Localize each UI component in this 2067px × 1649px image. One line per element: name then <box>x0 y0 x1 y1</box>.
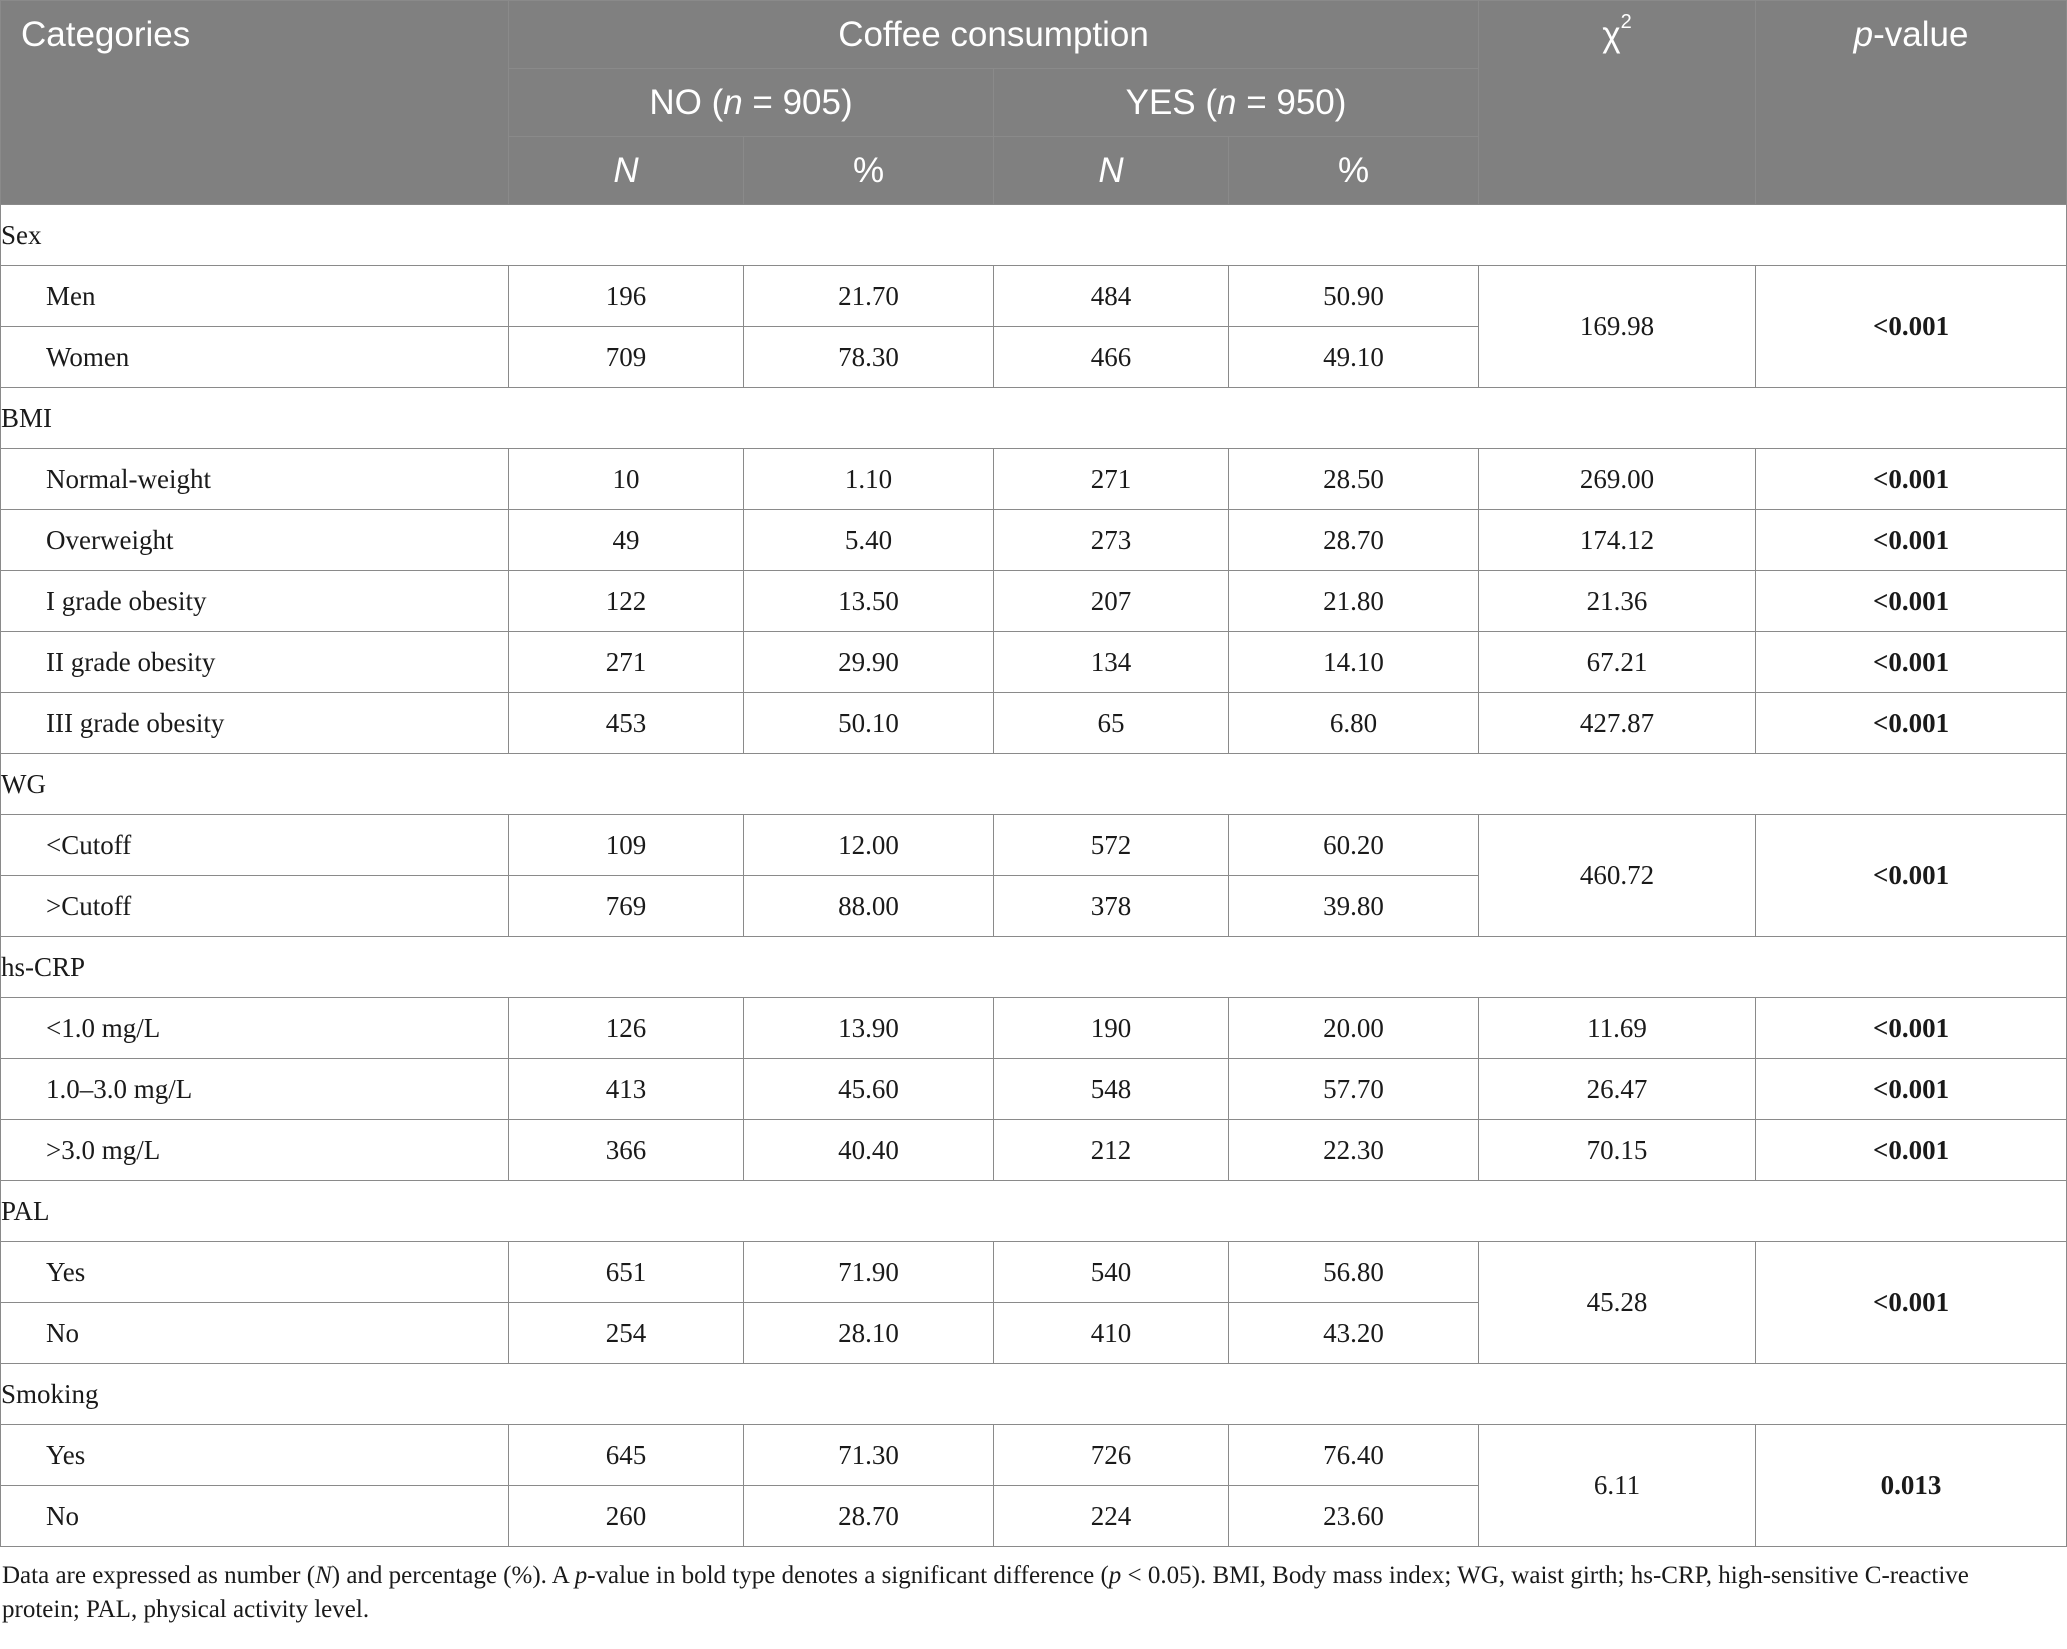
yes-n-cell: 212 <box>994 1120 1229 1181</box>
table-row <box>1 1120 2067 1181</box>
no-pct-cell: 71.90 <box>744 1242 994 1303</box>
no-pct-cell: 78.30 <box>744 327 994 388</box>
chi-square-cell: 11.69 <box>1479 998 1756 1059</box>
yes-pct-cell: 49.10 <box>1229 327 1479 388</box>
no-pct-cell: 12.00 <box>744 815 994 876</box>
yes-n-cell: 207 <box>994 571 1229 632</box>
row-label: Yes <box>1 1425 509 1486</box>
table-body <box>1 205 2067 1547</box>
yes-pct-cell: 20.00 <box>1229 998 1479 1059</box>
p-value-cell: <0.001 <box>1756 571 2067 632</box>
table-row <box>1 266 2067 327</box>
header-group-no: NO (n = 905) <box>509 69 994 137</box>
yes-pct-cell: 57.70 <box>1229 1059 1479 1120</box>
no-n-cell: 651 <box>509 1242 744 1303</box>
table-row <box>1 1059 2067 1120</box>
table-row <box>1 693 2067 754</box>
header-no-pct: % <box>744 137 994 205</box>
yes-n-cell: 548 <box>994 1059 1229 1120</box>
header-chi-square: $\chi^2$ <box>1479 1 1756 205</box>
section-title: PAL <box>1 1181 2067 1242</box>
yes-n-cell: 466 <box>994 327 1229 388</box>
row-label: II grade obesity <box>1 632 509 693</box>
section-row <box>1 937 2067 998</box>
row-label: I grade obesity <box>1 571 509 632</box>
yes-pct-cell: 23.60 <box>1229 1486 1479 1547</box>
row-label: Overweight <box>1 510 509 571</box>
yes-pct-cell: 56.80 <box>1229 1242 1479 1303</box>
chi-square-cell: 67.21 <box>1479 632 1756 693</box>
section-row <box>1 754 2067 815</box>
no-pct-cell: 28.10 <box>744 1303 994 1364</box>
table-row <box>1 998 2067 1059</box>
no-n-cell: 196 <box>509 266 744 327</box>
p-value-cell: <0.001 <box>1756 998 2067 1059</box>
yes-pct-cell: 60.20 <box>1229 815 1479 876</box>
yes-n-cell: 271 <box>994 449 1229 510</box>
yes-pct-cell: 50.90 <box>1229 266 1479 327</box>
no-n-cell: 769 <box>509 876 744 937</box>
table-row <box>1 815 2067 876</box>
row-label: Normal-weight <box>1 449 509 510</box>
section-title: WG <box>1 754 2067 815</box>
no-n-cell: 709 <box>509 327 744 388</box>
section-title: BMI <box>1 388 2067 449</box>
no-pct-cell: 40.40 <box>744 1120 994 1181</box>
yes-pct-cell: 76.40 <box>1229 1425 1479 1486</box>
yes-pct-cell: 43.20 <box>1229 1303 1479 1364</box>
no-n-cell: 126 <box>509 998 744 1059</box>
chi-square-cell: 70.15 <box>1479 1120 1756 1181</box>
no-pct-cell: 1.10 <box>744 449 994 510</box>
row-label: Yes <box>1 1242 509 1303</box>
yes-pct-cell: 28.70 <box>1229 510 1479 571</box>
yes-n-cell: 224 <box>994 1486 1229 1547</box>
yes-n-cell: 134 <box>994 632 1229 693</box>
chi-square-cell: 6.11 <box>1479 1425 1756 1547</box>
header-categories: Categories <box>1 1 509 205</box>
row-label: <1.0 mg/L <box>1 998 509 1059</box>
header-yes-pct: % <box>1229 137 1479 205</box>
chi-square-cell: 269.00 <box>1479 449 1756 510</box>
header-no-n: N <box>509 137 744 205</box>
no-pct-cell: 5.40 <box>744 510 994 571</box>
table-row <box>1 1242 2067 1303</box>
row-label: III grade obesity <box>1 693 509 754</box>
no-pct-cell: 13.50 <box>744 571 994 632</box>
no-pct-cell: 50.10 <box>744 693 994 754</box>
yes-n-cell: 378 <box>994 876 1229 937</box>
no-n-cell: 413 <box>509 1059 744 1120</box>
header-row-1 <box>1 1 2067 69</box>
p-value-cell: <0.001 <box>1756 632 2067 693</box>
yes-n-cell: 540 <box>994 1242 1229 1303</box>
chi-square-cell: 26.47 <box>1479 1059 1756 1120</box>
chi-square-cell: 427.87 <box>1479 693 1756 754</box>
row-label: 1.0–3.0 mg/L <box>1 1059 509 1120</box>
section-row <box>1 205 2067 266</box>
header-group-yes: YES (n = 950) <box>994 69 1479 137</box>
no-n-cell: 453 <box>509 693 744 754</box>
row-label: No <box>1 1303 509 1364</box>
chi-square-cell: 21.36 <box>1479 571 1756 632</box>
p-value-cell: <0.001 <box>1756 815 2067 937</box>
table-row <box>1 632 2067 693</box>
section-row <box>1 1181 2067 1242</box>
table-row <box>1 449 2067 510</box>
table-footnote: Data are expressed as number (N) and percentage (%). A p-value in bold type denotes a significant difference (p < 0.05). BMI, Body mass index; WG, waist girth; hs-CRP, high-sensitive C-reactive protein; PAL, physical activity level. <box>2 1562 1969 1623</box>
yes-n-cell: 572 <box>994 815 1229 876</box>
p-value-cell: <0.001 <box>1756 1120 2067 1181</box>
no-pct-cell: 29.90 <box>744 632 994 693</box>
section-title: Smoking <box>1 1364 2067 1425</box>
yes-n-cell: 484 <box>994 266 1229 327</box>
no-n-cell: 366 <box>509 1120 744 1181</box>
table-row <box>1 571 2067 632</box>
yes-n-cell: 726 <box>994 1425 1229 1486</box>
no-n-cell: 271 <box>509 632 744 693</box>
no-n-cell: 254 <box>509 1303 744 1364</box>
p-value-cell: <0.001 <box>1756 266 2067 388</box>
row-label: Women <box>1 327 509 388</box>
no-pct-cell: 28.70 <box>744 1486 994 1547</box>
header-yes-n: N <box>994 137 1229 205</box>
yes-n-cell: 65 <box>994 693 1229 754</box>
no-n-cell: 260 <box>509 1486 744 1547</box>
no-n-cell: 10 <box>509 449 744 510</box>
header-coffee-consumption: Coffee consumption <box>509 1 1479 69</box>
row-label: >3.0 mg/L <box>1 1120 509 1181</box>
row-label: No <box>1 1486 509 1547</box>
row-label: >Cutoff <box>1 876 509 937</box>
section-row <box>1 1364 2067 1425</box>
section-title: Sex <box>1 205 2067 266</box>
p-value-cell: <0.001 <box>1756 1242 2067 1364</box>
row-label: <Cutoff <box>1 815 509 876</box>
no-pct-cell: 21.70 <box>744 266 994 327</box>
header-p-value: p-value <box>1756 1 2067 205</box>
table-row <box>1 1425 2067 1486</box>
yes-n-cell: 273 <box>994 510 1229 571</box>
p-value-cell: <0.001 <box>1756 449 2067 510</box>
table-row <box>1 510 2067 571</box>
no-pct-cell: 71.30 <box>744 1425 994 1486</box>
section-row <box>1 388 2067 449</box>
chi-square-cell: 460.72 <box>1479 815 1756 937</box>
yes-pct-cell: 6.80 <box>1229 693 1479 754</box>
chi-square-cell: 174.12 <box>1479 510 1756 571</box>
chi-square-cell: 45.28 <box>1479 1242 1756 1364</box>
yes-pct-cell: 14.10 <box>1229 632 1479 693</box>
no-n-cell: 49 <box>509 510 744 571</box>
p-value-cell: <0.001 <box>1756 693 2067 754</box>
p-value-cell: 0.013 <box>1756 1425 2067 1547</box>
no-pct-cell: 88.00 <box>744 876 994 937</box>
p-value-cell: <0.001 <box>1756 510 2067 571</box>
no-n-cell: 109 <box>509 815 744 876</box>
no-pct-cell: 45.60 <box>744 1059 994 1120</box>
row-label: Men <box>1 266 509 327</box>
yes-pct-cell: 39.80 <box>1229 876 1479 937</box>
yes-pct-cell: 21.80 <box>1229 571 1479 632</box>
p-value-cell: <0.001 <box>1756 1059 2067 1120</box>
no-pct-cell: 13.90 <box>744 998 994 1059</box>
chi-square-cell: 169.98 <box>1479 266 1756 388</box>
no-n-cell: 122 <box>509 571 744 632</box>
yes-pct-cell: 22.30 <box>1229 1120 1479 1181</box>
section-title: hs-CRP <box>1 937 2067 998</box>
yes-pct-cell: 28.50 <box>1229 449 1479 510</box>
yes-n-cell: 410 <box>994 1303 1229 1364</box>
yes-n-cell: 190 <box>994 998 1229 1059</box>
no-n-cell: 645 <box>509 1425 744 1486</box>
